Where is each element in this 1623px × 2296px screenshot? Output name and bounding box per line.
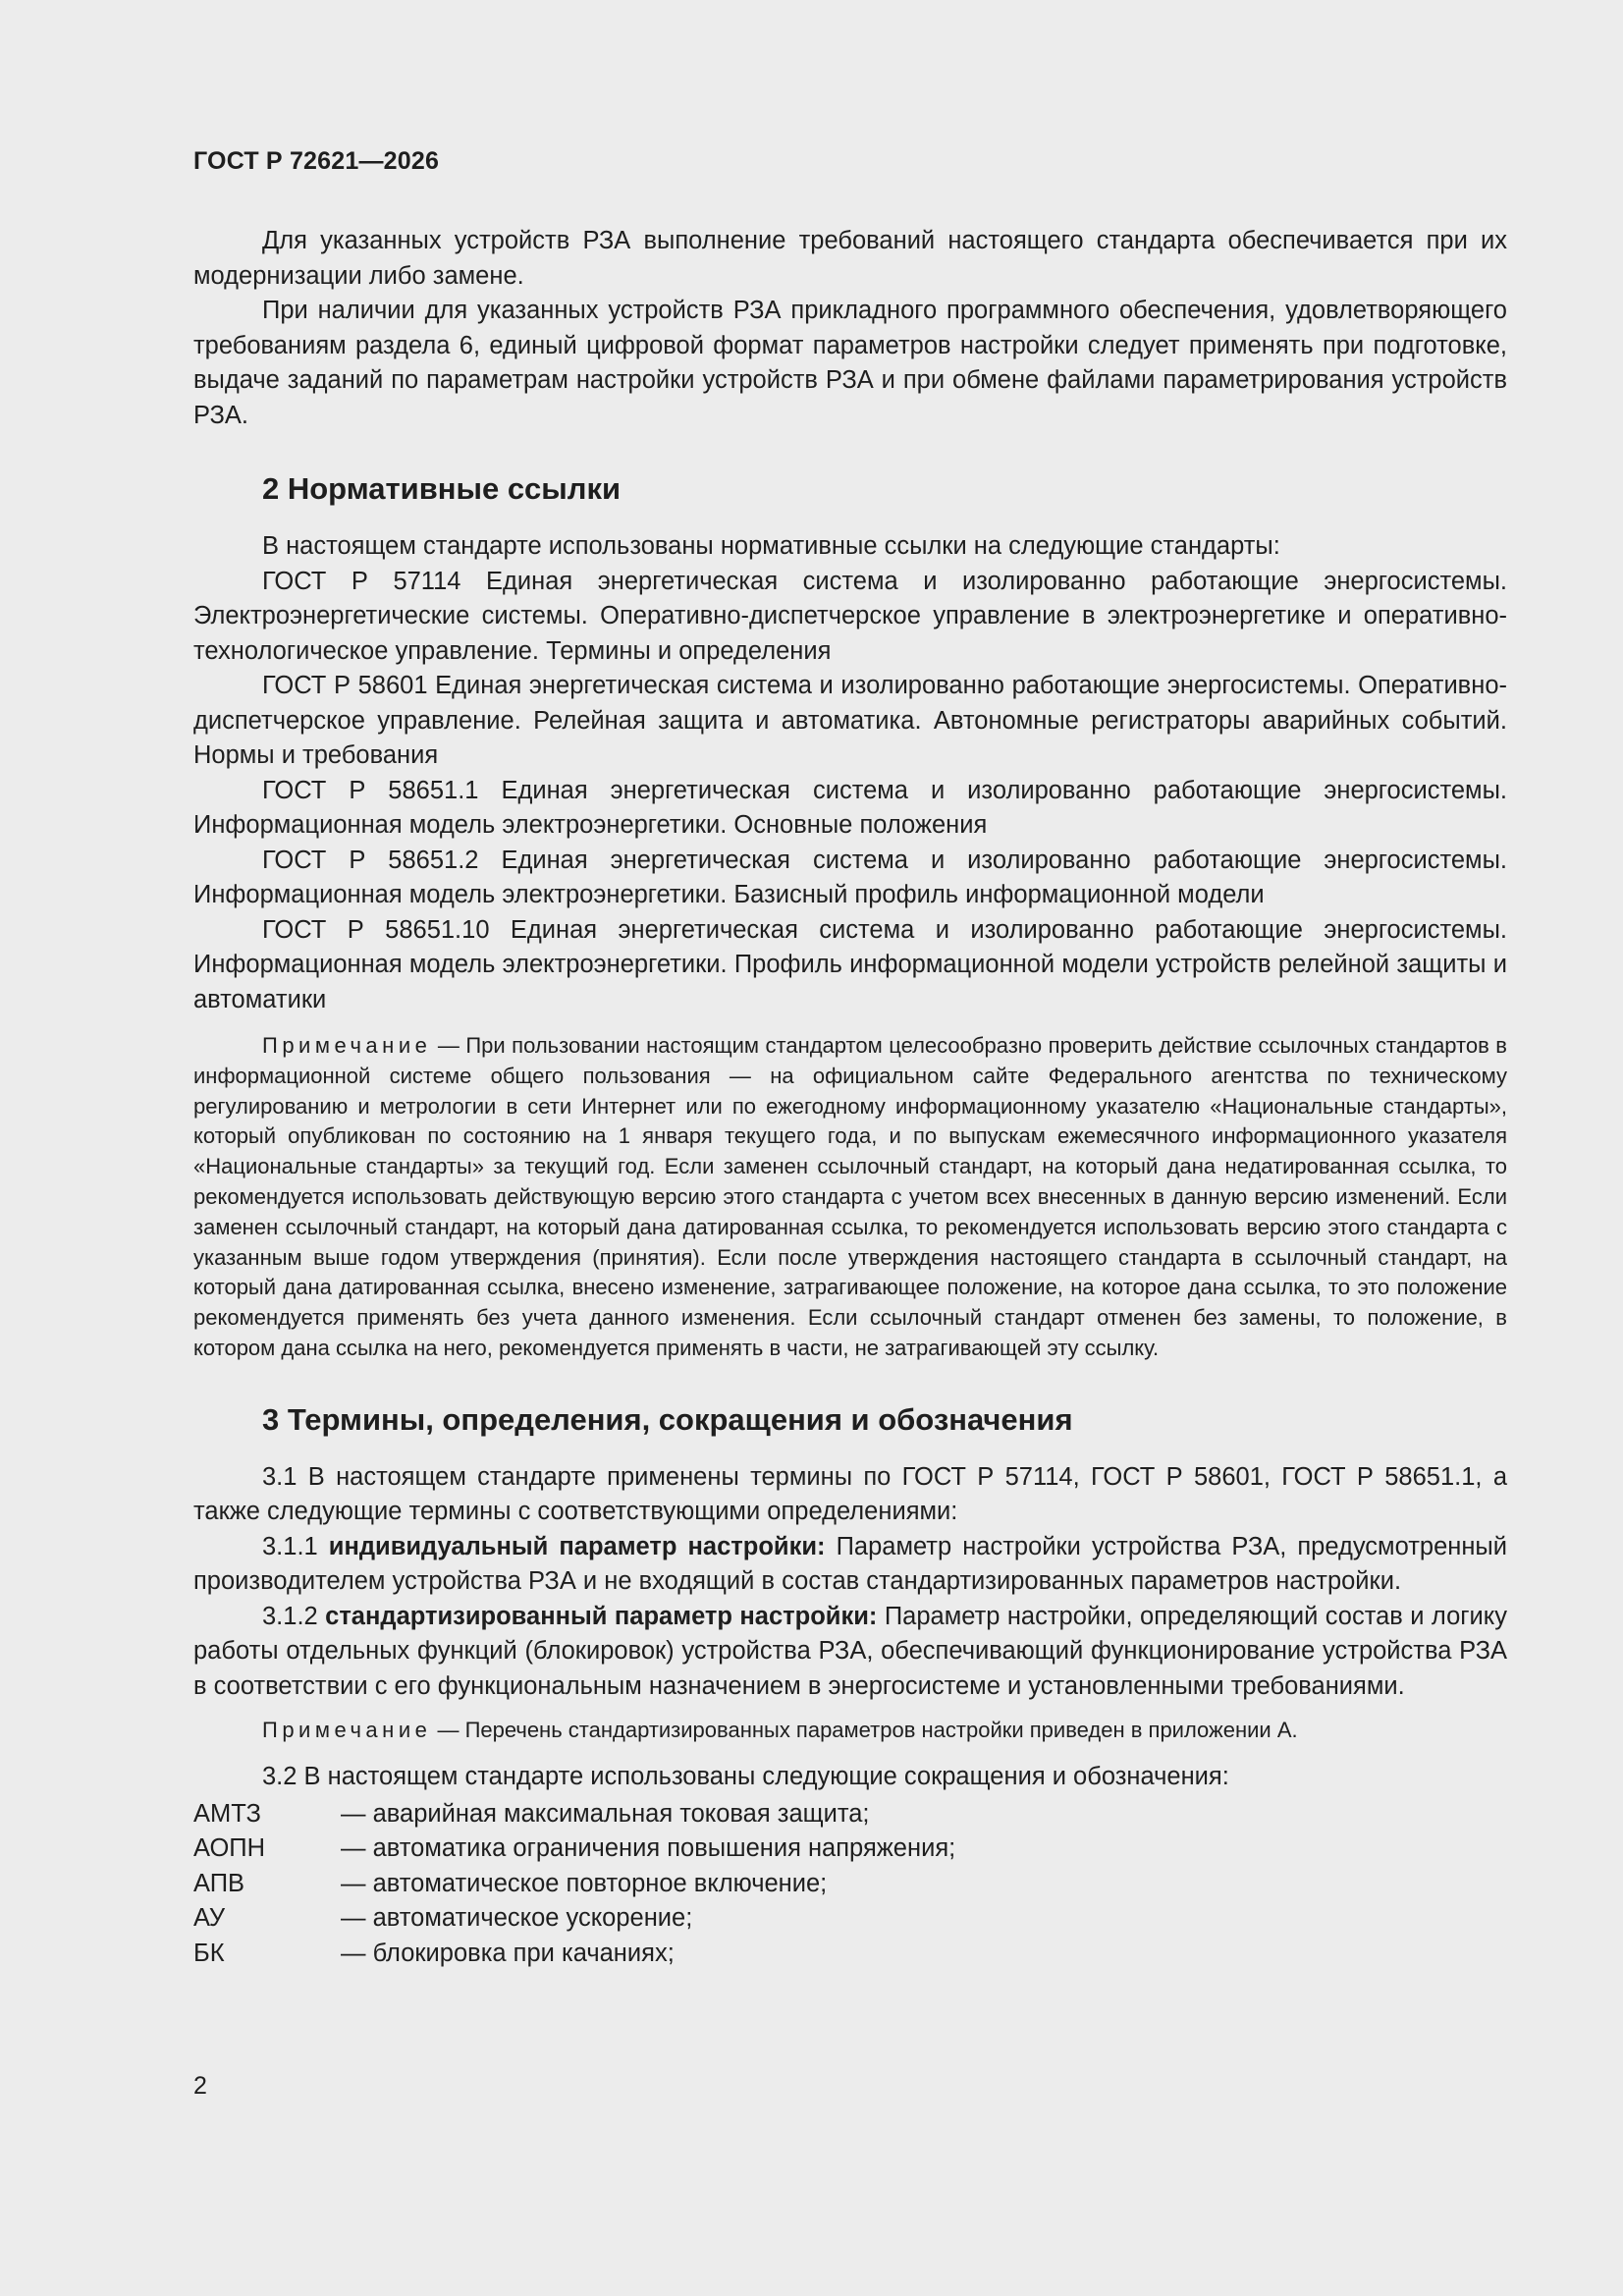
- list-item: [193, 1797, 955, 1832]
- term-name: индивидуальный параметр настройки:: [328, 1532, 826, 1560]
- list-item: [193, 1831, 955, 1867]
- note-text: — При пользовании настоящим стандартом целесообразно проверить действие ссылочных стандартов в информационной системе общего пользования — на официальном сайте Федерального агентства по техническому регулированию и метрологии в сети Интернет или по ежегодному информационному указателю «Национальные стандарты», который опубликован по состоянию на 1 января текущего года, и по выпускам ежемесячного информационного указателя «Национальные стандарты» за текущий год. Если заменен ссылочный стандарт, на который дана недатированная ссылка, то рекомендуется использовать действующую версию этого стандарта с учетом всех внесенных в данную версию изменений. Если заменен ссылочный стандарт, на который дана датированная ссылка, то рекомендуется использовать версию этого стандарта с указанным выше годом утверждения (принятия). Если после утверждения настоящего стандарта в ссылочный стандарт, на который дана датированная ссылка, внесено изменение, затрагивающее положение, на которое дана ссылка, то это положение рекомендуется применять без учета данного изменения. Если ссылочный стандарт отменен без замены, то положение, в котором дана ссылка на него, рекомендуется применять в части, не затрагивающей эту ссылку.: [193, 1033, 1507, 1360]
- reference-item: ГОСТ Р 58651.1 Единая энергетическая система и изолированно работающие энергосистемы. Информационная модель электроэнергетики. Основные положения: [193, 776, 1507, 839]
- reference-item: ГОСТ Р 58651.10 Единая энергетическая система и изолированно работающие энергосистемы. Информационная модель электроэнергетики. Профиль информационной модели устройств релейной защиты и автоматики: [193, 915, 1507, 1013]
- term-3-1-2: [193, 1600, 1507, 1705]
- list-item: [193, 1937, 955, 1972]
- note-text: — Перечень стандартизированных параметров настройки приведен в приложении А.: [431, 1718, 1298, 1743]
- section-3-note: [193, 1716, 1507, 1746]
- abbreviation-meaning: — автоматика ограничения повышения напряжения;: [341, 1834, 956, 1863]
- abbreviation-code: БК: [193, 1939, 225, 1967]
- list-item: [193, 1901, 955, 1937]
- abbreviation-code: АМТЗ: [193, 1799, 261, 1828]
- note-label: Примечание: [262, 1033, 432, 1058]
- list-item: [193, 1867, 955, 1902]
- intro-paragraph-1: Для указанных устройств РЗА выполнение требований настоящего стандарта обеспечивается при их модернизации либо замене.: [193, 227, 1507, 290]
- abbreviation-code: АПВ: [193, 1869, 245, 1897]
- clause-3-1: 3.1 В настоящем стандарте применены термины по ГОСТ Р 57114, ГОСТ Р 58601, ГОСТ Р 58651.1, а также следующие термины с соответствующими определениями:: [193, 1462, 1507, 1526]
- term-definition: Параметр настройки устройства РЗА, предусмотренный производителем устройства РЗА и не входящий в состав стандартизированных параметров настройки.: [193, 1532, 1507, 1596]
- page-header: ГОСТ Р 72621—2026: [193, 147, 440, 175]
- section-2-note: [193, 1031, 1507, 1364]
- section-3-title: 3 Термины, определения, сокращения и обозначения: [262, 1401, 1073, 1437]
- clause-3-2: 3.2 В настоящем стандарте использованы следующие сокращения и обозначения:: [262, 1763, 1229, 1791]
- abbreviation-meaning: — автоматическое ускорение;: [341, 1904, 693, 1933]
- term-3-1-1: [193, 1530, 1507, 1600]
- term-number: 3.1.2: [262, 1602, 326, 1630]
- abbreviation-list: [193, 1797, 955, 1972]
- abbreviation-code: АОПН: [193, 1834, 266, 1863]
- intro-paragraph-2: При наличии для указанных устройств РЗА прикладного программного обеспечения, удовлетворяющего требованиям раздела 6, единый цифровой формат параметров настройки следует применять при подготовке, выдаче заданий по параметрам настройки устройств РЗА и при обмене файлами параметрирования устройств РЗА.: [193, 297, 1507, 429]
- page-number: 2: [193, 2072, 207, 2100]
- abbreviation-meaning: — аварийная максимальная токовая защита;: [341, 1799, 870, 1828]
- term-name: стандартизированный параметр настройки:: [325, 1602, 878, 1630]
- reference-item: ГОСТ Р 58651.2 Единая энергетическая система и изолированно работающие энергосистемы. Информационная модель электроэнергетики. Базисный профиль информационной модели: [193, 846, 1507, 908]
- note-label: Примечание: [262, 1718, 432, 1743]
- reference-item: ГОСТ Р 57114 Единая энергетическая система и изолированно работающие энергосистемы. Электроэнергетические системы. Оперативно-диспетчерское управление в электроэнергетике и оперативно-технологическое управление. Термины и определения: [193, 567, 1507, 665]
- abbreviation-code: АУ: [193, 1904, 226, 1933]
- section-2-title: 2 Нормативные ссылки: [262, 471, 622, 506]
- abbreviation-meaning: — автоматическое повторное включение;: [341, 1869, 828, 1897]
- document-body: [193, 224, 1507, 1971]
- term-number: 3.1.1: [262, 1532, 329, 1560]
- section-2-lead: В настоящем стандарте использованы нормативные ссылки на следующие стандарты:: [262, 532, 1280, 560]
- abbreviation-meaning: — блокировка при качаниях;: [341, 1939, 675, 1967]
- term-definition: Параметр настройки, определяющий состав и логику работы отдельных функций (блокировок) устройства РЗА, обеспечивающий функционирование устройства РЗА в соответствии с его функциональным назначением в энергосистеме и установленными требованиями.: [193, 1602, 1507, 1700]
- reference-item: ГОСТ Р 58601 Единая энергетическая система и изолированно работающие энергосистемы. Оперативно-диспетчерское управление. Релейная защита и автоматика. Автономные регистраторы аварийных событий. Нормы и требования: [193, 672, 1507, 769]
